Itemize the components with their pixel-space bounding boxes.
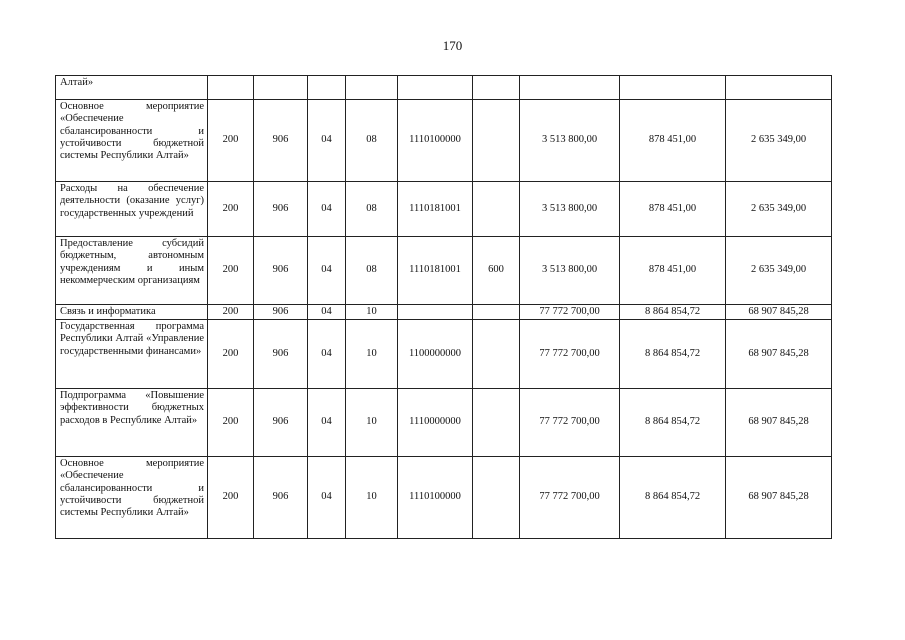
cell-target-article bbox=[398, 76, 473, 100]
cell-code: 200 bbox=[208, 100, 254, 182]
cell-subsection: 08 bbox=[346, 182, 398, 237]
cell-section: 04 bbox=[308, 389, 346, 457]
row-name: Основное мероприятие «Обеспечение сбалансированности и устойчивости бюджетной системы Республики Алтай» bbox=[56, 457, 208, 539]
cell-ministry: 906 bbox=[254, 305, 308, 320]
cell-approved: 3 513 800,00 bbox=[520, 237, 620, 305]
cell-unexecuted: 68 907 845,28 bbox=[726, 320, 832, 389]
cell-expense-type bbox=[473, 182, 520, 237]
cell-subsection: 10 bbox=[346, 320, 398, 389]
cell-unexecuted: 68 907 845,28 bbox=[726, 389, 832, 457]
cell-code: 200 bbox=[208, 320, 254, 389]
cell-ministry: 906 bbox=[254, 100, 308, 182]
table-row bbox=[56, 237, 832, 305]
cell-section: 04 bbox=[308, 305, 346, 320]
table-row bbox=[56, 457, 832, 539]
cell-approved: 3 513 800,00 bbox=[520, 100, 620, 182]
cell-unexecuted bbox=[726, 76, 832, 100]
cell-target-article: 1110100000 bbox=[398, 457, 473, 539]
cell-subsection: 08 bbox=[346, 237, 398, 305]
cell-subsection: 10 bbox=[346, 305, 398, 320]
cell-expense-type bbox=[473, 457, 520, 539]
cell-approved: 3 513 800,00 bbox=[520, 182, 620, 237]
row-name: Расходы на обеспечение деятельности (оказание услуг) государственных учреждений bbox=[56, 182, 208, 237]
cell-expense-type bbox=[473, 100, 520, 182]
cell-subsection: 10 bbox=[346, 457, 398, 539]
cell-ministry: 906 bbox=[254, 389, 308, 457]
cell-section bbox=[308, 76, 346, 100]
table-row bbox=[56, 76, 832, 100]
cell-target-article: 1110181001 bbox=[398, 182, 473, 237]
cell-ministry: 906 bbox=[254, 320, 308, 389]
cell-unexecuted: 2 635 349,00 bbox=[726, 237, 832, 305]
cell-section: 04 bbox=[308, 237, 346, 305]
cell-approved: 77 772 700,00 bbox=[520, 457, 620, 539]
cell-executed: 878 451,00 bbox=[620, 182, 726, 237]
cell-approved: 77 772 700,00 bbox=[520, 389, 620, 457]
cell-executed bbox=[620, 76, 726, 100]
table-row bbox=[56, 182, 832, 237]
cell-target-article: 1100000000 bbox=[398, 320, 473, 389]
cell-expense-type bbox=[473, 389, 520, 457]
cell-approved bbox=[520, 76, 620, 100]
cell-ministry: 906 bbox=[254, 237, 308, 305]
cell-code: 200 bbox=[208, 457, 254, 539]
table-row bbox=[56, 389, 832, 457]
cell-executed: 8 864 854,72 bbox=[620, 305, 726, 320]
cell-approved: 77 772 700,00 bbox=[520, 305, 620, 320]
budget-table bbox=[55, 75, 832, 539]
cell-executed: 878 451,00 bbox=[620, 237, 726, 305]
cell-code: 200 bbox=[208, 182, 254, 237]
cell-target-article: 1110100000 bbox=[398, 100, 473, 182]
cell-target-article: 1110181001 bbox=[398, 237, 473, 305]
cell-expense-type bbox=[473, 76, 520, 100]
cell-unexecuted: 2 635 349,00 bbox=[726, 182, 832, 237]
cell-section: 04 bbox=[308, 100, 346, 182]
row-name: Государственная программа Республики Алтай «Управление государственными финансами» bbox=[56, 320, 208, 389]
cell-code: 200 bbox=[208, 237, 254, 305]
cell-target-article bbox=[398, 305, 473, 320]
cell-ministry bbox=[254, 76, 308, 100]
page-number: 170 bbox=[442, 38, 463, 53]
cell-unexecuted: 68 907 845,28 bbox=[726, 305, 832, 320]
cell-ministry: 906 bbox=[254, 182, 308, 237]
table-row bbox=[56, 305, 832, 320]
cell-expense-type: 600 bbox=[473, 237, 520, 305]
cell-section: 04 bbox=[308, 182, 346, 237]
cell-executed: 878 451,00 bbox=[620, 100, 726, 182]
cell-target-article: 1110000000 bbox=[398, 389, 473, 457]
cell-ministry: 906 bbox=[254, 457, 308, 539]
cell-executed: 8 864 854,72 bbox=[620, 457, 726, 539]
cell-subsection: 08 bbox=[346, 100, 398, 182]
cell-section: 04 bbox=[308, 320, 346, 389]
row-name: Основное мероприятие «Обеспечение сбалансированности и устойчивости бюджетной системы Республики Алтай» bbox=[56, 100, 208, 182]
cell-code: 200 bbox=[208, 389, 254, 457]
row-name: Алтай» bbox=[56, 76, 208, 100]
cell-expense-type bbox=[473, 320, 520, 389]
table-row bbox=[56, 320, 832, 389]
table-row bbox=[56, 100, 832, 182]
cell-subsection: 10 bbox=[346, 389, 398, 457]
cell-unexecuted: 2 635 349,00 bbox=[726, 100, 832, 182]
cell-approved: 77 772 700,00 bbox=[520, 320, 620, 389]
cell-executed: 8 864 854,72 bbox=[620, 389, 726, 457]
row-name: Подпрограмма «Повышение эффективности бюджетных расходов в Республике Алтай» bbox=[56, 389, 208, 457]
cell-unexecuted: 68 907 845,28 bbox=[726, 457, 832, 539]
cell-code bbox=[208, 76, 254, 100]
row-name: Предоставление субсидий бюджетным, автономным учреждениям и иным некоммерческим организациям bbox=[56, 237, 208, 305]
cell-code: 200 bbox=[208, 305, 254, 320]
cell-subsection bbox=[346, 76, 398, 100]
cell-executed: 8 864 854,72 bbox=[620, 320, 726, 389]
cell-expense-type bbox=[473, 305, 520, 320]
row-name: Связь и информатика bbox=[56, 305, 208, 320]
cell-section: 04 bbox=[308, 457, 346, 539]
